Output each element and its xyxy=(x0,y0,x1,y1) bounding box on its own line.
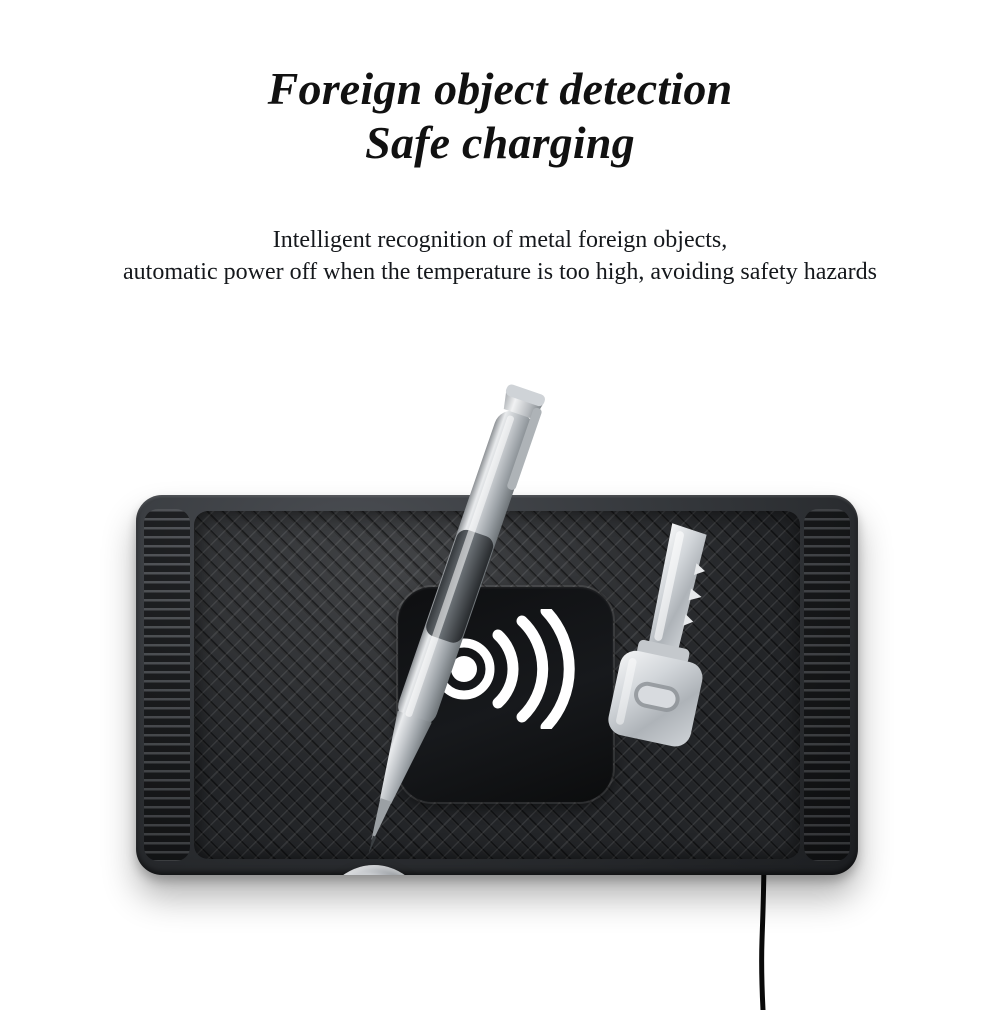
subtitle-line-1: Intelligent recognition of metal foreign objects, xyxy=(272,227,728,253)
metal-key xyxy=(588,520,758,760)
metal-pen xyxy=(282,360,612,880)
mat-left-grip-ribs xyxy=(144,509,190,861)
page-title xyxy=(0,62,1000,171)
headline-line-1: Foreign object detection xyxy=(267,63,733,114)
subtitle-line-2: automatic power off when the temperature is too high, avoiding safety hazards xyxy=(123,259,877,286)
page-subtitle xyxy=(0,224,1000,289)
product-photo xyxy=(0,330,1000,1000)
headline-line-2: Safe charging xyxy=(365,117,635,169)
mat-right-grip-ribs xyxy=(804,509,850,861)
